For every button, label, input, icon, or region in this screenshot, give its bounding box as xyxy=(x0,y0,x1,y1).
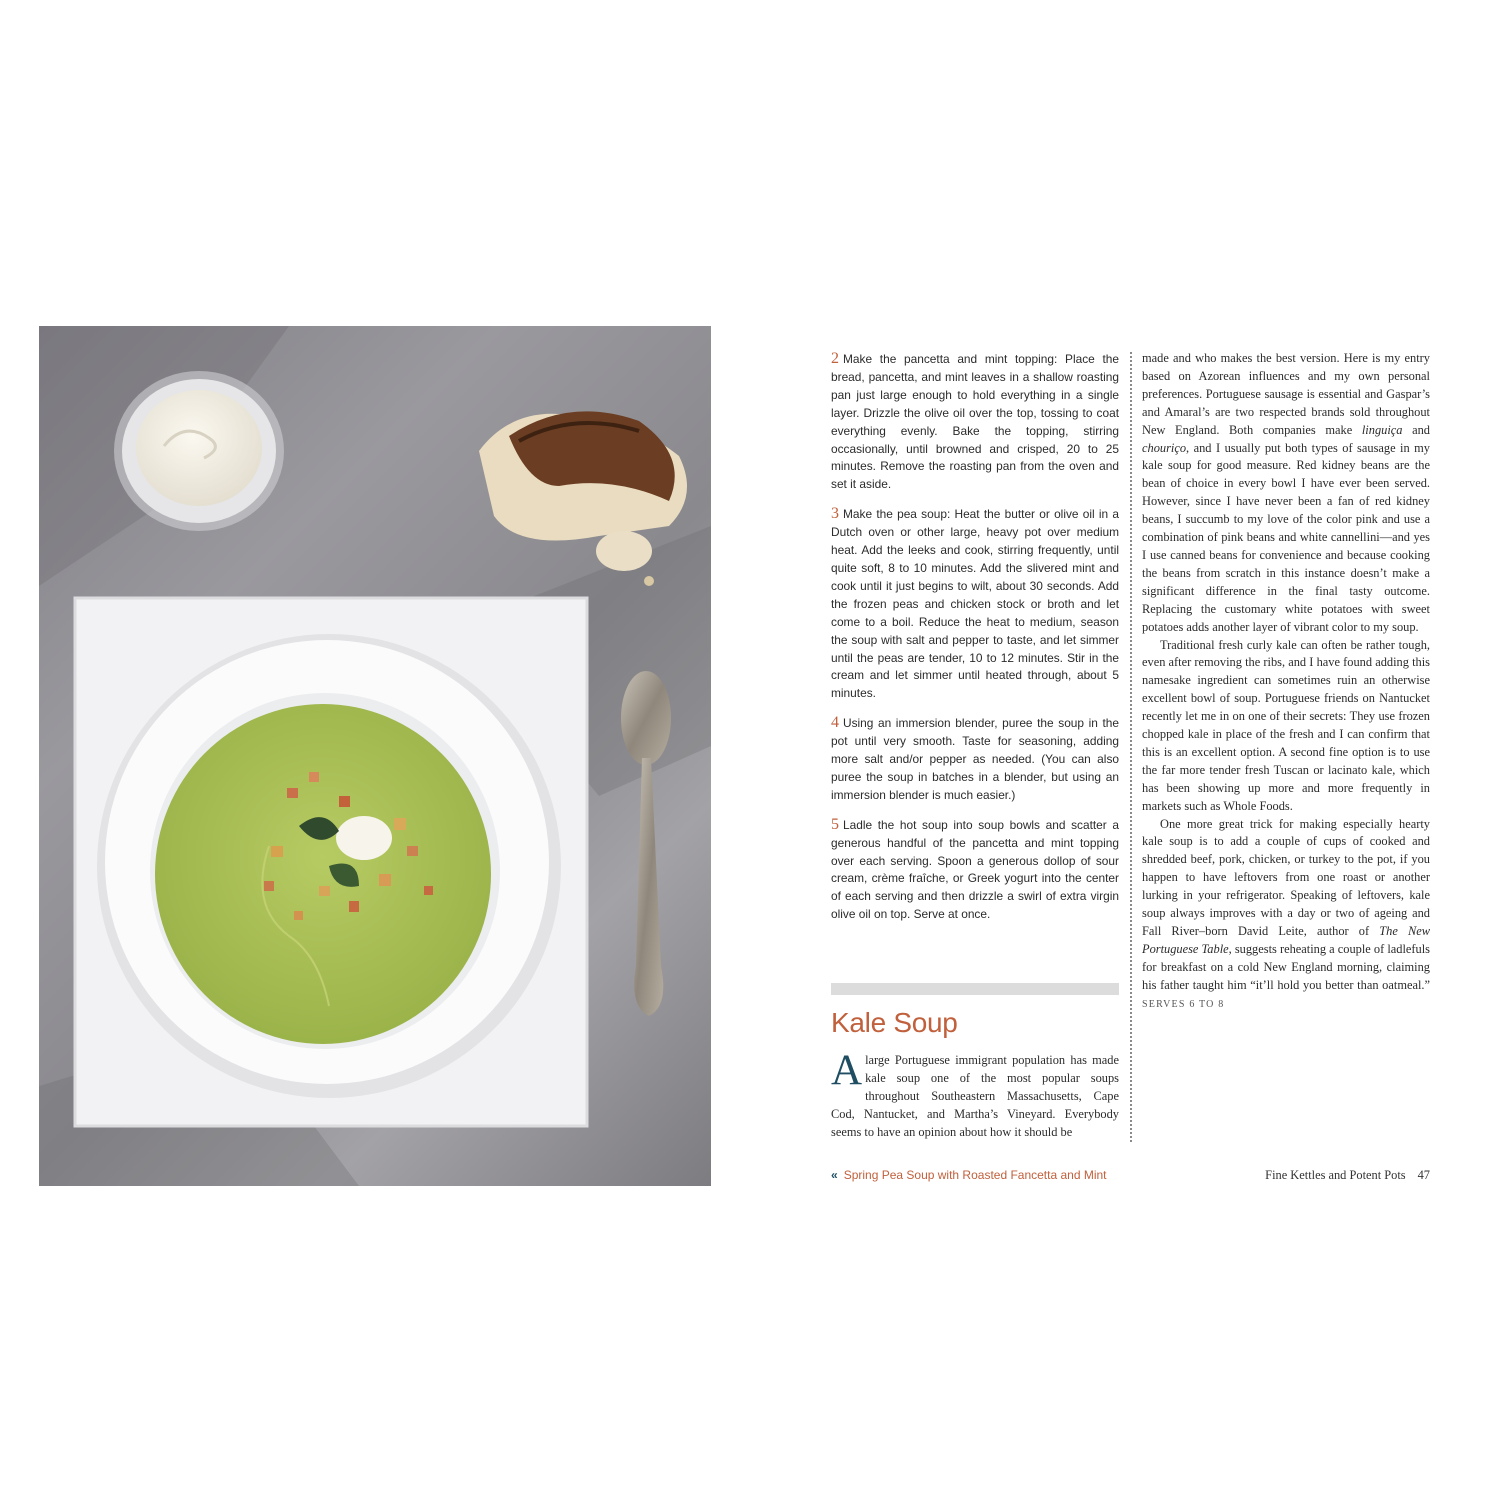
section-divider-bar xyxy=(831,983,1119,995)
column-divider xyxy=(1130,352,1132,1142)
step-2: 2 Make the pancetta and mint topping: Place the bread, pancetta, and mint leaves in a shallow roasting pan just large enough to hold everything in a single layer. Drizzle the olive oil over the top, tossing to coat everything evenly. Bake the topping, stirring occasionally, until browned and crisped, 20 to 25 minutes. Remove the roasting pan from the oven and set it aside. xyxy=(831,350,1119,492)
essay-paragraph-1: made and who makes the best version. Here is my entry based on Azorean influences and my own personal preferences. Portuguese sausage is essential and Gaspar’s and Amaral’s are two respected brands sold throughout New England. Both companies make linguiça and chouriço, and I usually put both types of sausage in my kale soup for good measure. Red kidney beans are the bean of choice in every bowl I have ever been served. However, since I have never been a fan of red kidney beans, I succumb to my love of the color pink and use a combination of pink beans and white cannellini—and yes I use canned beans for convenience and because cooking the beans from scratch in this instance doesn’t make a significant difference in the final tasty outcome. Replacing the customary white potatoes with sweet potatoes adds another layer of vibrant color to my soup. xyxy=(1142,351,1430,634)
recipe-intro: Alarge Portuguese immigrant population has made kale soup one of the most popular soups throughout Southeastern Massachusetts, Cape Cod, Nantucket, and Martha’s Vineyard. Everybody seems to have an opinion about how it should be xyxy=(831,1047,1119,1139)
page-number: 47 xyxy=(1417,1168,1430,1182)
soup-photo-illustration xyxy=(39,326,711,1186)
essay-paragraph-3: One more great trick for making especially hearty kale soup is to add a couple of cups of cooked and shredded beef, pork, chicken, or turkey to the pot, if you happen to have leftovers from one roast or another lurking in your refrigerator. Speaking of leftovers, kale soup always improves with a day or two of ageing and Fall River–born David Leite, author of The New Portuguese Table, suggests reheating a couple of ladlefuls for breakfast on a cold New England morning, claiming his father taught him “it’ll hold you better than oatmeal.” SERVES 6 TO 8 xyxy=(1142,816,1431,1010)
double-chevron-left-icon: « xyxy=(831,1168,838,1182)
recipe-title: Kale Soup xyxy=(831,1007,958,1038)
serves-label: SERVES 6 TO 8 xyxy=(1142,998,1225,1010)
instructions-column xyxy=(831,350,1119,935)
running-footer xyxy=(1265,1168,1430,1183)
essay-paragraph-2: Traditional fresh curly kale can often be rather tough, even after removing the ribs, and I have found adding this namesake ingredient can sometimes ruin an otherwise excellent bowl of soup. Portuguese friends on Nantucket recently let me in on one of their secrets: They use frozen chopped kale in place of the fresh and I can confirm that this is an excellent option. A second fine option is to use the far more tender fresh Tuscan or lacinato kale, which has been showing up more and more frequently in markets such as Whole Foods. xyxy=(1142,637,1430,813)
step-4: 4 Using an immersion blender, puree the soup in the pot until very smooth. Taste for seasoning, adding more salt and/or pepper as needed. (You can also puree the soup in batches in a blender, but using an immersion blender is much easier.) xyxy=(831,714,1119,802)
soup-photo xyxy=(39,326,711,1186)
drop-cap: A xyxy=(831,1047,863,1094)
spoon xyxy=(621,671,671,1016)
chapter-title: Fine Kettles and Potent Pots xyxy=(1265,1168,1406,1182)
step-3: 3 Make the pea soup: Heat the butter or olive oil in a Dutch oven or other large, heavy pot over medium heat. Add the leeks and cook, stirring frequently, until quite soft, 8 to 10 minutes. Add the slivered mint and cook until it just begins to wilt, about 30 seconds. Add the frozen peas and chicken stock or broth and let come to a boil. Reduce the heat to medium, season the soup with salt and pepper to taste, and let simmer until the peas are tender, 10 to 12 minutes. Stir in the cream and let simmer until heated through, about 5 minutes. xyxy=(831,505,1119,701)
prev-recipe-link[interactable]: « Spring Pea Soup with Roasted Fancetta and Mint xyxy=(831,1168,1107,1182)
step-5: 5 Ladle the hot soup into soup bowls and scatter a generous handful of the pancetta and mint topping over each serving. Spoon a generous dollop of sour cream, crème fraîche, or Greek yogurt into the center of each serving and then drizzle a swirl of extra virgin olive oil on top. Serve at once. xyxy=(831,815,1119,922)
cream-cup xyxy=(114,371,284,531)
essay-column xyxy=(1142,350,1430,1014)
